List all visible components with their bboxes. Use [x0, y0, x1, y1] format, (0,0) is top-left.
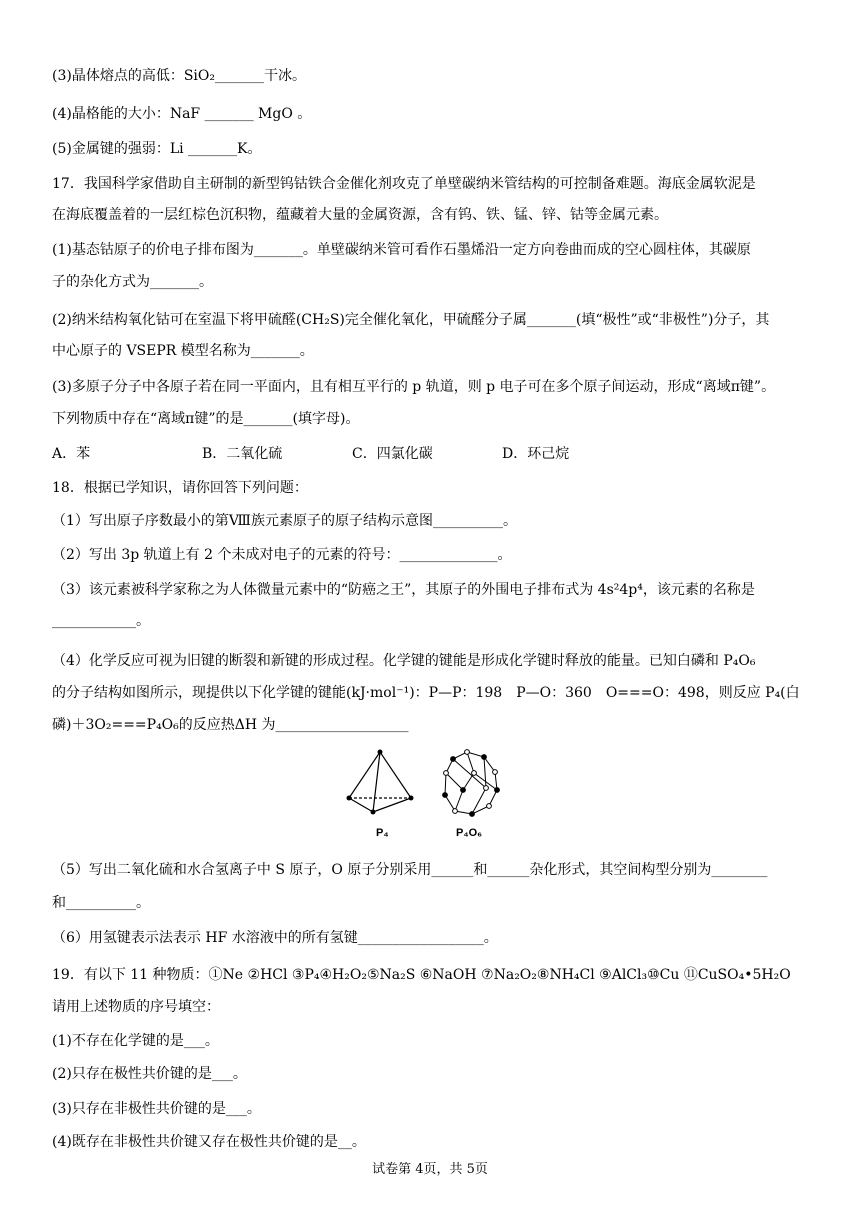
option-c: C．四氯化碳 — [352, 446, 433, 462]
option-b: B．二氧化硫 — [202, 446, 283, 462]
option-d: D．环己烷 — [502, 446, 570, 462]
q18-3-line2: ____________。 — [52, 613, 150, 629]
q19-1: (1)不存在化学键的是___。 — [52, 1033, 219, 1049]
q16-4-line: (4)晶格能的大小：NaF _______ MgO 。 — [52, 106, 312, 122]
q18-4-line2: 的分子结构如图所示，现提供以下化学键的键能(kJ·mol⁻¹)：P—P：198 P—O：360 O===O：498，则反应 P₄(白 — [52, 685, 800, 701]
q18-3-line1: （3）该元素被科学家称之为人体微量元素中的“防癌之王”，其原子的外围电子排布式为 4s²4p⁴，该元素的名称是 — [52, 582, 755, 598]
q18-6: （6）用氢键表示法表示 HF 水溶液中的所有氢键__________________。 — [52, 930, 498, 946]
q17-2-line1: (2)纳米结构氧化钴可在室温下将甲硫醛(CH₂S)完全催化氧化，甲硫醛分子属_______(填“极性”或“非极性”)分子，其 — [52, 312, 770, 328]
q17-3-line1: (3)多原子分子中各原子若在同一平面内，且有相互平行的 p 轨道，则 p 电子可在多个原子间运动，形成“离域π键”。 — [52, 379, 776, 395]
q19-stem-line1: 19．有以下 11 种物质：①Ne ②HCl ③P₄④H₂O₂⑤Na₂S ⑥NaOH ⑦Na₂O₂⑧NH₄Cl ⑨AlCl₃⑩Cu ⑪CuSO₄•5H₂O — [52, 967, 791, 983]
q19-stem-line2: 请用上述物质的序号填空： — [52, 999, 220, 1015]
q18-1: （1）写出原子序数最小的第Ⅷ族元素原子的原子结构示意图__________。 — [52, 513, 517, 529]
q18-5-line1: （5）写出二氧化硫和水合氢离子中 S 原子，O 原子分别采用______和______杂化形式，其空间构型分别为________ — [52, 862, 768, 878]
page-footer: 试卷第 4页，共 5页 — [372, 1162, 488, 1177]
p4-atoms — [347, 750, 414, 815]
option-a: A．苯 — [52, 446, 91, 462]
q16-3-line: (3)晶体熔点的高低：SiO₂_______干冰。 — [52, 68, 306, 84]
q17-options — [52, 443, 812, 463]
q17-1-line1: (1)基态钴原子的价电子排布图为_______。单壁碳纳米管可看作石墨烯沿一定方向卷曲而成的空心圆柱体，其碳原 — [52, 242, 751, 258]
q17-2-line2: 中心原子的 VSEPR 模型名称为_______。 — [52, 343, 314, 359]
q19-2: (2)只存在极性共价键的是___。 — [52, 1066, 247, 1082]
q16-5-line: (5)金属键的强弱：Li _______K。 — [52, 141, 262, 157]
q18-2: （2）写出 3p 轨道上有 2 个未成对电子的元素的符号：______________。 — [52, 547, 512, 563]
q19-4: (4)既存在非极性共价键又存在极性共价键的是__。 — [52, 1134, 366, 1150]
q19-3: (3)只存在非极性共价键的是___。 — [52, 1101, 261, 1117]
q17-3-line2: 下列物质中存在“离域π键”的是_______(填字母)。 — [52, 411, 360, 427]
p4o6-atoms — [443, 750, 500, 817]
molecule-structure-figure — [343, 748, 501, 840]
q18-4-line1: （4）化学反应可视为旧键的断裂和新键的形成过程。化学键的键能是形成化学键时释放的能量。已知白磷和 P₄O₆ — [52, 653, 756, 669]
q17-stem-line1: 17．我国科学家借助自主研制的新型钨钴铁合金催化剂攻克了单壁碳纳米管结构的可控制备难题。海底金属软泥是 — [52, 176, 756, 192]
p4o6-label: P₄O₆ — [456, 827, 483, 839]
q18-stem: 18．根据已学知识，请你回答下列问题： — [52, 480, 308, 496]
q17-stem-line2: 在海底覆盖着的一层红棕色沉积物，蕴藏着大量的金属资源，含有钨、铁、锰、锌、钴等金属元素。 — [52, 207, 668, 223]
q18-4-line3: 磷)＋3O₂===P₄O₆的反应热ΔH 为___________________ — [52, 717, 409, 733]
q17-1-line2: 子的杂化方式为_______。 — [52, 274, 213, 290]
p4-label: P₄ — [376, 827, 389, 839]
p4-tetrahedron — [349, 752, 411, 812]
q18-5-line2: 和__________。 — [52, 895, 150, 911]
